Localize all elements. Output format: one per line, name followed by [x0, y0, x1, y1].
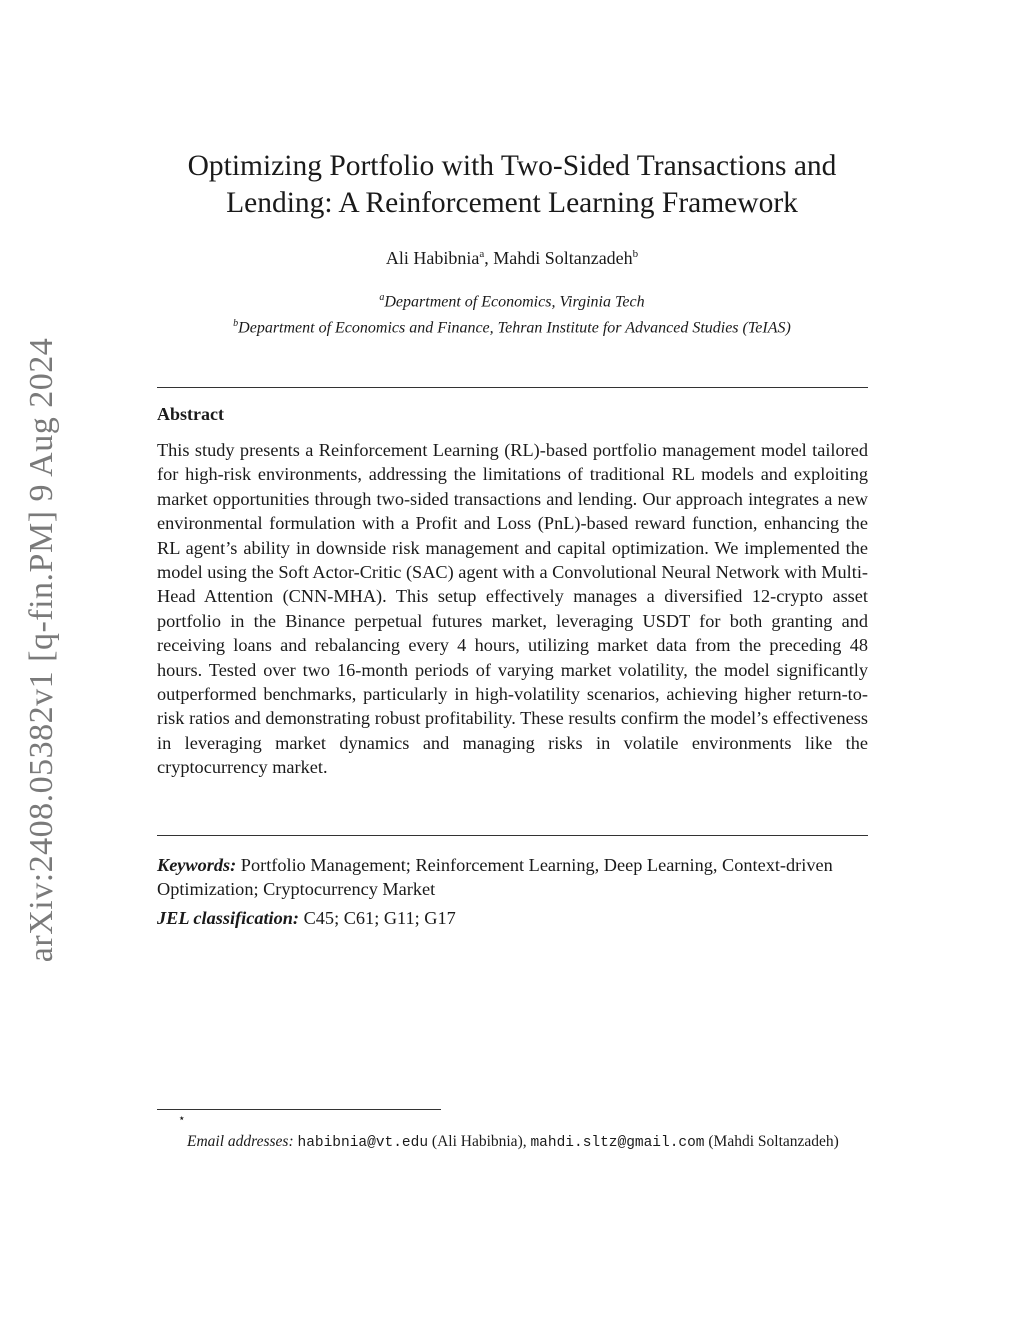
affiliation-mark: b [233, 318, 239, 330]
footnote-name: (Mahdi Soltanzadeh) [708, 1133, 839, 1150]
keywords-label: Keywords: [157, 855, 237, 875]
jel-classification [157, 906, 868, 930]
affiliation-mark: b [632, 248, 639, 260]
arxiv-side-stamp: arXiv:2408.05382v1 [q-fin.PM] 9 Aug 2024 [23, 337, 60, 963]
email-link[interactable]: habibnia@vt.edu [297, 1135, 429, 1151]
author-name: Mahdi Soltanzadeh [493, 248, 633, 268]
author-list [150, 248, 874, 269]
title-line-1: Optimizing Portfolio with Two-Sided Transactions and [187, 150, 837, 182]
affiliation-text: Department of Economics, Virginia Tech [384, 293, 645, 311]
affiliation-line [150, 313, 874, 339]
footnote-label: Email addresses: [187, 1133, 294, 1150]
affiliations [150, 287, 874, 340]
affiliation-text: Department of Economics and Finance, Tehran Institute for Advanced Studies (TeIAS) [238, 319, 791, 337]
paper-title [150, 148, 874, 222]
keywords-text: Portfolio Management; Reinforcement Learning, Deep Learning, Context-driven Optimization; Cryptocurrency Market [157, 855, 833, 900]
footnote [157, 1131, 868, 1154]
jel-text: C45; C61; G11; G17 [303, 908, 456, 928]
footnote-marker: ⋆ [178, 1111, 186, 1125]
abstract-bottom-rule [157, 835, 868, 836]
affiliation-mark: a [479, 248, 485, 260]
footnote-name: (Ali Habibnia), [431, 1133, 527, 1150]
affiliation-line [150, 287, 874, 313]
abstract-heading: Abstract [157, 404, 224, 424]
title-line-2: Lending: A Reinforcement Learning Framework [226, 187, 798, 219]
affiliation-mark: a [379, 292, 385, 303]
author-separator: , [484, 248, 494, 268]
author-name: Ali Habibnia [385, 248, 480, 268]
keywords [157, 853, 892, 902]
abstract-top-rule [157, 387, 868, 388]
abstract-body: This study presents a Reinforcement Learning (RL)-based portfolio management model tailored for high-risk environments, addressing the limitations of traditional RL models and exploiting market opportunities through two-sided transactions and lending. Our approach integrates a new environmental formulation with a Profit and Loss (PnL)-based reward function, enhancing the RL agent’s ability in downside risk management and capital optimization. We implemented the model using the Soft Actor-Critic (SAC) agent with a Convolutional Neural Network with Multi-Head Attention (CNN-MHA). This setup effectively manages a diversified 12-crypto asset portfolio in the Binance perpetual futures market, leveraging USDT for both granting and receiving loans and rebalancing every 4 hours, utilizing market data from the preceding 48 hours. Tested over two 16-month periods of varying market volatility, the model significantly outperformed benchmarks, particularly in high-volatility scenarios, achieving higher return-to-risk ratios and demonstrating robust profitability. These results confirm the model’s effectiveness in leveraging market dynamics and managing risks in volatile environments like the cryptocurrency market. [157, 440, 868, 778]
jel-label: JEL classification: [157, 908, 300, 928]
footnote-rule [157, 1109, 441, 1110]
email-link[interactable]: mahdi.sltz@gmail.com [530, 1135, 705, 1151]
